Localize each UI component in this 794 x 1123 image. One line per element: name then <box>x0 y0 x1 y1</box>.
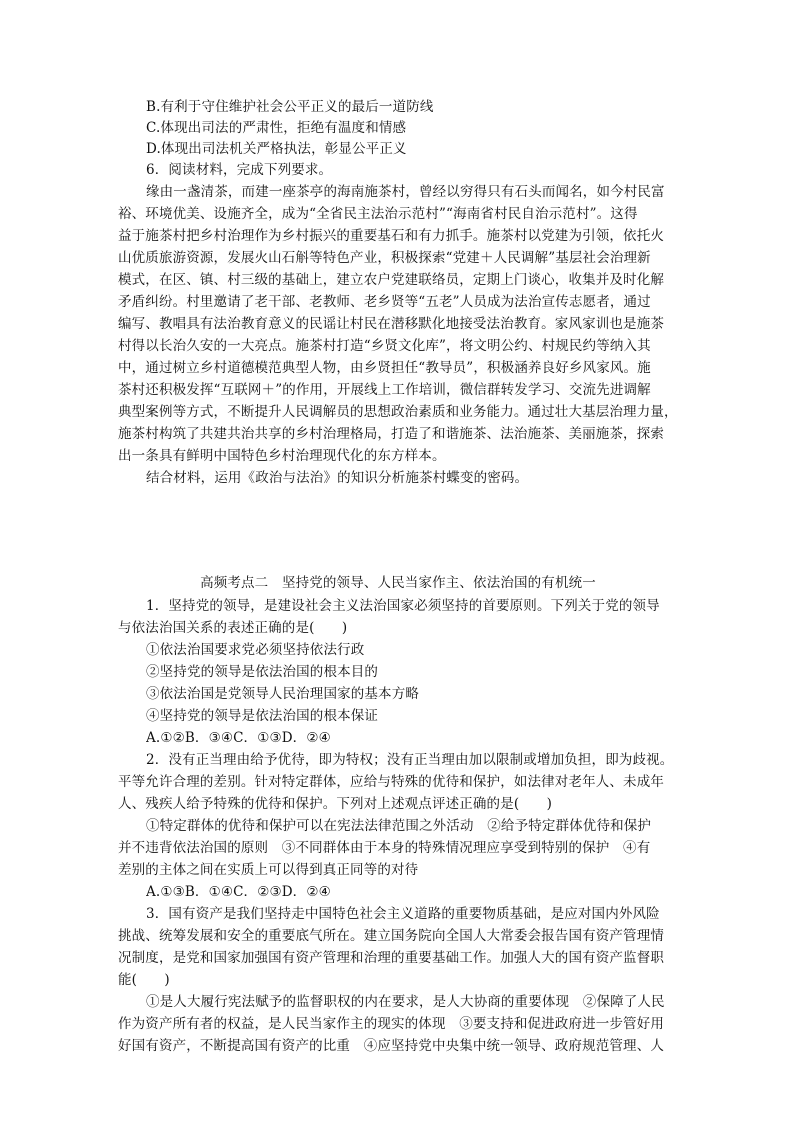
question-2-item: 差别的主体之间在实质上可以得到真正同等的对待 <box>118 862 419 878</box>
question-3-stem: 挑战、统筹发展和安全的重要底气所在。建立国务院向全国人大常委会报告国有资产管理情 <box>118 928 664 944</box>
passage-line: 典型案例等方式，不断提升人民调解员的思想政治素质和业务能力。通过壮大基层治理力量， <box>118 404 678 420</box>
passage-line: 益于施茶村把乡村治理作为乡村振兴的重要基石和有力抓手。施茶村以党建为引领，依托火 <box>118 228 664 244</box>
option-c: C.体现出司法的严肃性，拒绝有温度和情感 <box>146 120 407 136</box>
passage-line: 矛盾纠纷。村里邀请了老干部、老教师、老乡贤等“五老”人员成为法治宣传志愿者，通过 <box>118 294 651 310</box>
question-2-stem: 平等允许合理的差别。针对特定群体，应给与特殊的优待和保护，如法律对老年人、未成年 <box>118 774 664 790</box>
question-6-task: 结合材料，运用《政治与法治》的知识分析施茶村蝶变的密码。 <box>146 470 529 486</box>
passage-line: 编写、教唱具有法治教育意义的民谣让村民在潜移默化地接受法治教育。家风家训也是施茶 <box>118 316 664 332</box>
question-1-item: ③依法治国是党领导人民治理国家的基本方略 <box>146 686 419 702</box>
passage-line: 山优质旅游资源，发展火山石斛等特色产业，积极探索“党建＋人民调解”基层社会治理新 <box>118 250 651 266</box>
question-2-choices: A.①③B．①④C．②③D．②④ <box>146 884 331 900</box>
question-1-stem: 与依法治国关系的表述正确的是( ) <box>118 620 348 636</box>
question-3-item: 好国有资产，不断提高国有资产的比重 ④应坚持党中央集中统一领导、政府规范管理、人 <box>118 1038 664 1054</box>
passage-line: 茶村还积极发挥“互联网＋”的作用，开展线上工作培训，微信群转发学习、交流先进调解 <box>118 382 651 398</box>
question-1-stem: 1．坚持党的领导，是建设社会主义法治国家必须坚持的首要原则。下列关于党的领导 <box>146 598 660 614</box>
question-1-item: ②坚持党的领导是依法治国的根本目的 <box>146 664 379 680</box>
question-2-item: 并不违背依法治国的原则 ③不同群体由于本身的特殊情况理应享受到特别的保护 ④有 <box>118 840 651 856</box>
option-b: B.有利于守住维护社会公平正义的最后一道防线 <box>146 99 434 115</box>
question-3-item: 作为资产所有者的权益，是人民当家作主的现实的体现 ③要支持和促进政府进一步管好用 <box>118 1016 664 1032</box>
passage-line: 施茶村构筑了共建共治共享的乡村治理格局，打造了和谐施茶、法治施茶、美丽施茶，探索 <box>118 426 664 442</box>
section-title: 高频考点二 坚持党的领导、人民当家作主、依法治国的有机统一 <box>200 575 596 591</box>
option-d: D.体现出司法机关严格执法，彰显公平正义 <box>146 141 407 157</box>
question-1-choices: A.①②B．③④C．①③D．②④ <box>146 730 331 746</box>
question-2-stem: 2．没有正当理由给予优待，即为特权；没有正当理由加以限制或增加负担，即为歧视。 <box>146 752 674 768</box>
question-3-item: ①是人大履行宪法赋予的监督职权的内在要求，是人大协商的重要体现 ②保障了人民 <box>146 994 665 1010</box>
question-3-stem: 况制度，是党和国家加强国有资产管理和治理的重要基础工作。加强人大的国有资产监督职 <box>118 950 664 966</box>
passage-line: 中，通过树立乡村道德模范典型人物，由乡贤担任“教导员”，积极涵养良好乡风家风。施 <box>118 360 651 376</box>
passage-line: 模式，在区、镇、村三级的基础上，建立农户党建联络员，定期上门谈心，收集并及时化解 <box>118 272 664 288</box>
question-6-heading: 6．阅读材料，完成下列要求。 <box>146 162 333 178</box>
passage-line: 村得以长治久安的一大亮点。施茶村打造“乡贤文化库”，将文明公约、村规民约等纳入其 <box>118 338 651 354</box>
question-1-item: ④坚持党的领导是依法治国的根本保证 <box>146 708 379 724</box>
passage-line: 出一条具有鲜明中国特色乡村治理现代化的东方样本。 <box>118 448 446 464</box>
question-2-stem: 人、残疾人给予特殊的优待和保护。下列对上述观点评述正确的是( ) <box>118 796 552 812</box>
question-1-item: ①依法治国要求党必须坚持依法行政 <box>146 642 365 658</box>
question-3-stem: 能( ) <box>118 972 170 988</box>
question-3-stem: 3．国有资产是我们坚持走中国特色社会主义道路的重要物质基础，是应对国内外风险 <box>146 906 660 922</box>
passage-line: 裕、环境优美、设施齐全，成为“全省民主法治示范村”“海南省村民自治示范村”。这得 <box>118 206 638 222</box>
question-2-item: ①特定群体的优待和保护可以在宪法法律范围之外活动 ②给予特定群体优待和保护 <box>146 818 652 834</box>
passage-line: 缘由一盏清茶，而建一座茶亭的海南施茶村，曾经以穷得只有石头而闻名，如今村民富 <box>146 184 665 200</box>
